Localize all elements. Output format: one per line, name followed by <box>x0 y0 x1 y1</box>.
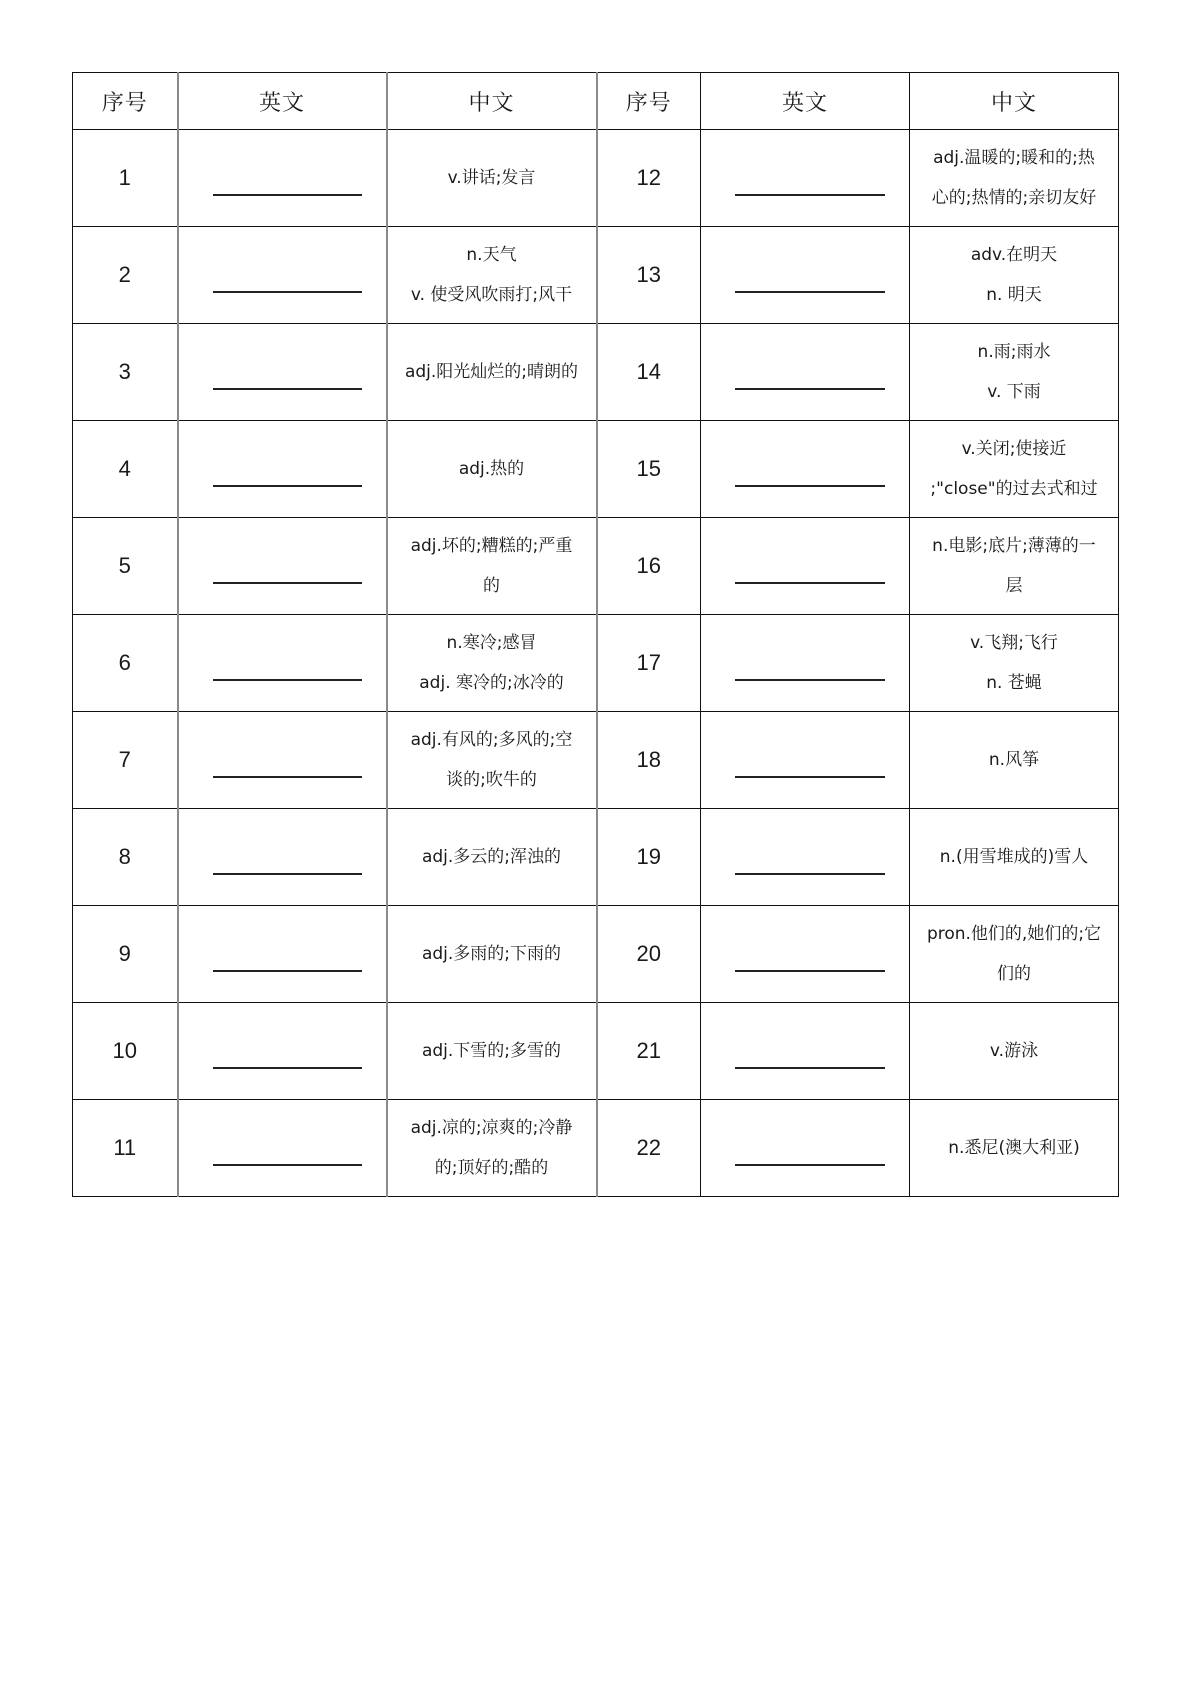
answer-underline <box>213 1067 362 1069</box>
english-answer-blank-left[interactable] <box>178 421 387 518</box>
item-number-text: 3 <box>118 359 131 384</box>
header-number-right: 序号 <box>597 73 701 130</box>
header-chinese-left: 中文 <box>387 73 597 130</box>
answer-underline <box>735 970 885 972</box>
item-number-text: 19 <box>636 844 661 869</box>
answer-underline <box>213 582 362 584</box>
english-answer-blank-right[interactable] <box>701 809 910 906</box>
answer-underline <box>735 1067 885 1069</box>
meaning-line: n. 苍蝇 <box>986 673 1042 693</box>
item-number-text: 17 <box>636 650 661 675</box>
item-number-text: 5 <box>118 553 131 578</box>
item-number-right <box>597 809 701 906</box>
meaning-line: adj.多云的;浑浊的 <box>421 847 562 867</box>
item-number-right <box>597 1003 701 1100</box>
item-number-text: 9 <box>118 941 131 966</box>
english-answer-blank-left[interactable] <box>178 809 387 906</box>
meaning-line: pron.他们的,她们的;它 <box>926 924 1102 944</box>
meaning-line: 的;顶好的;酷的 <box>434 1158 549 1178</box>
meaning-line: 层 <box>1005 576 1023 596</box>
chinese-meaning-left <box>387 130 597 227</box>
item-number-left <box>73 421 178 518</box>
item-number-right <box>597 518 701 615</box>
vocabulary-worksheet <box>72 72 1117 1197</box>
item-number-text: 6 <box>118 650 131 675</box>
meaning-line: n. 明天 <box>986 285 1042 305</box>
english-answer-blank-left[interactable] <box>178 227 387 324</box>
meaning-line: 谈的;吹牛的 <box>446 770 537 790</box>
chinese-meaning-left <box>387 1100 597 1197</box>
item-number-right <box>597 1100 701 1197</box>
answer-underline <box>213 970 362 972</box>
item-number-right <box>597 227 701 324</box>
item-number-left <box>73 130 178 227</box>
item-number-right <box>597 712 701 809</box>
english-answer-blank-right[interactable] <box>701 712 910 809</box>
chinese-meaning-right <box>910 227 1119 324</box>
answer-underline <box>213 485 362 487</box>
meaning-line: n.寒冷;感冒 <box>446 633 537 653</box>
chinese-meaning-right <box>910 518 1119 615</box>
table-row <box>73 324 1119 421</box>
item-number-text: 15 <box>636 456 661 481</box>
header-english-right: 英文 <box>701 73 910 130</box>
item-number-text: 18 <box>636 747 661 772</box>
item-number-text: 13 <box>636 262 661 287</box>
chinese-meaning-left <box>387 712 597 809</box>
meaning-line: ;"close"的过去式和过 <box>930 479 1098 499</box>
answer-underline <box>213 194 362 196</box>
answer-underline <box>735 388 885 390</box>
item-number-right <box>597 130 701 227</box>
answer-underline <box>735 1164 885 1166</box>
item-number-text: 7 <box>118 747 131 772</box>
chinese-meaning-right <box>910 906 1119 1003</box>
chinese-meaning-right <box>910 421 1119 518</box>
chinese-meaning-left <box>387 906 597 1003</box>
chinese-meaning-left <box>387 227 597 324</box>
english-answer-blank-right[interactable] <box>701 906 910 1003</box>
chinese-meaning-right <box>910 1003 1119 1100</box>
meaning-line: adj.凉的;凉爽的;冷静 <box>410 1118 573 1138</box>
meaning-line: 心的;热情的;亲切友好 <box>931 188 1097 208</box>
answer-underline <box>735 194 885 196</box>
answer-underline <box>213 291 362 293</box>
meaning-line: v.飞翔;飞行 <box>970 633 1058 653</box>
chinese-meaning-left <box>387 421 597 518</box>
answer-underline <box>213 1164 362 1166</box>
english-answer-blank-right[interactable] <box>701 324 910 421</box>
english-answer-blank-left[interactable] <box>178 130 387 227</box>
answer-underline <box>735 776 885 778</box>
meaning-line: adj. 寒冷的;冰冷的 <box>419 673 564 693</box>
meaning-line: n.天气 <box>466 245 517 265</box>
meaning-line: adj.温暖的;暖和的;热 <box>933 148 1095 168</box>
item-number-left <box>73 712 178 809</box>
answer-underline <box>735 873 885 875</box>
english-answer-blank-left[interactable] <box>178 906 387 1003</box>
table-row <box>73 809 1119 906</box>
item-number-text: 8 <box>118 844 131 869</box>
answer-underline <box>735 291 885 293</box>
item-number-text: 12 <box>636 165 661 190</box>
table-row <box>73 1100 1119 1197</box>
english-answer-blank-left[interactable] <box>178 324 387 421</box>
meaning-line: adj.多雨的;下雨的 <box>421 944 562 964</box>
chinese-meaning-left <box>387 518 597 615</box>
meaning-line: v.游泳 <box>989 1041 1039 1061</box>
table-row <box>73 1003 1119 1100</box>
item-number-left <box>73 1003 178 1100</box>
meaning-line: n.(用雪堆成的)雪人 <box>939 847 1089 867</box>
item-number-left <box>73 1100 178 1197</box>
item-number-left <box>73 518 178 615</box>
meaning-line: adv.在明天 <box>970 245 1058 265</box>
answer-underline <box>213 873 362 875</box>
meaning-line: 的 <box>483 576 500 596</box>
english-answer-blank-right[interactable] <box>701 421 910 518</box>
chinese-meaning-right <box>910 712 1119 809</box>
header-english-left: 英文 <box>178 73 387 130</box>
item-number-text: 14 <box>636 359 661 384</box>
meaning-line: v.讲话;发言 <box>447 168 536 188</box>
table-row <box>73 518 1119 615</box>
chinese-meaning-right <box>910 809 1119 906</box>
item-number-left <box>73 906 178 1003</box>
answer-underline <box>213 679 362 681</box>
item-number-left <box>73 227 178 324</box>
english-answer-blank-right[interactable] <box>701 130 910 227</box>
item-number-right <box>597 906 701 1003</box>
chinese-meaning-right <box>910 130 1119 227</box>
meaning-line: adj.坏的;糟糕的;严重 <box>410 536 573 556</box>
chinese-meaning-left <box>387 809 597 906</box>
table-row <box>73 712 1119 809</box>
vocabulary-body <box>73 130 1119 1197</box>
meaning-line: adj.下雪的;多雪的 <box>421 1041 562 1061</box>
meaning-line: n.悉尼(澳大利亚) <box>948 1138 1080 1158</box>
meaning-line: n.电影;底片;薄薄的一 <box>932 536 1096 556</box>
item-number-text: 10 <box>112 1038 137 1063</box>
meaning-line: n.风筝 <box>988 750 1040 770</box>
answer-underline <box>735 485 885 487</box>
table-row <box>73 615 1119 712</box>
item-number-text: 22 <box>636 1135 661 1160</box>
item-number-left <box>73 324 178 421</box>
english-answer-blank-left[interactable] <box>178 1100 387 1197</box>
chinese-meaning-left <box>387 324 597 421</box>
item-number-left <box>73 615 178 712</box>
chinese-meaning-right <box>910 324 1119 421</box>
item-number-text: 20 <box>636 941 661 966</box>
answer-underline <box>735 582 885 584</box>
item-number-text: 2 <box>118 262 131 287</box>
english-answer-blank-right[interactable] <box>701 1100 910 1197</box>
item-number-text: 11 <box>113 1135 137 1160</box>
header-number-left: 序号 <box>73 73 178 130</box>
english-answer-blank-left[interactable] <box>178 615 387 712</box>
english-answer-blank-right[interactable] <box>701 615 910 712</box>
meaning-line: v. 下雨 <box>987 382 1041 402</box>
table-row <box>73 906 1119 1003</box>
meaning-line: adj.热的 <box>458 459 525 479</box>
english-answer-blank-right[interactable] <box>701 227 910 324</box>
vocabulary-table <box>72 72 1119 1197</box>
english-answer-blank-right[interactable] <box>701 1003 910 1100</box>
answer-underline <box>213 388 362 390</box>
item-number-text: 21 <box>636 1038 661 1063</box>
item-number-text: 16 <box>636 553 661 578</box>
answer-underline <box>735 679 885 681</box>
header-row <box>73 73 1119 130</box>
english-answer-blank-left[interactable] <box>178 712 387 809</box>
meaning-line: v. 使受风吹雨打;风干 <box>410 285 573 305</box>
item-number-text: 1 <box>118 165 131 190</box>
chinese-meaning-right <box>910 1100 1119 1197</box>
item-number-right <box>597 615 701 712</box>
meaning-line: 们的 <box>997 964 1031 984</box>
table-row <box>73 421 1119 518</box>
chinese-meaning-right <box>910 615 1119 712</box>
english-answer-blank-left[interactable] <box>178 1003 387 1100</box>
english-answer-blank-left[interactable] <box>178 518 387 615</box>
answer-underline <box>213 776 362 778</box>
item-number-left <box>73 809 178 906</box>
english-answer-blank-right[interactable] <box>701 518 910 615</box>
meaning-line: adj.阳光灿烂的;晴朗的 <box>404 362 579 382</box>
meaning-line: adj.有风的;多风的;空 <box>410 730 573 750</box>
table-row <box>73 130 1119 227</box>
item-number-text: 4 <box>118 456 131 481</box>
item-number-right <box>597 421 701 518</box>
header-chinese-right: 中文 <box>910 73 1119 130</box>
meaning-line: n.雨;雨水 <box>977 342 1051 362</box>
table-row <box>73 227 1119 324</box>
meaning-line: v.关闭;使接近 <box>961 439 1067 459</box>
chinese-meaning-left <box>387 1003 597 1100</box>
item-number-right <box>597 324 701 421</box>
chinese-meaning-left <box>387 615 597 712</box>
